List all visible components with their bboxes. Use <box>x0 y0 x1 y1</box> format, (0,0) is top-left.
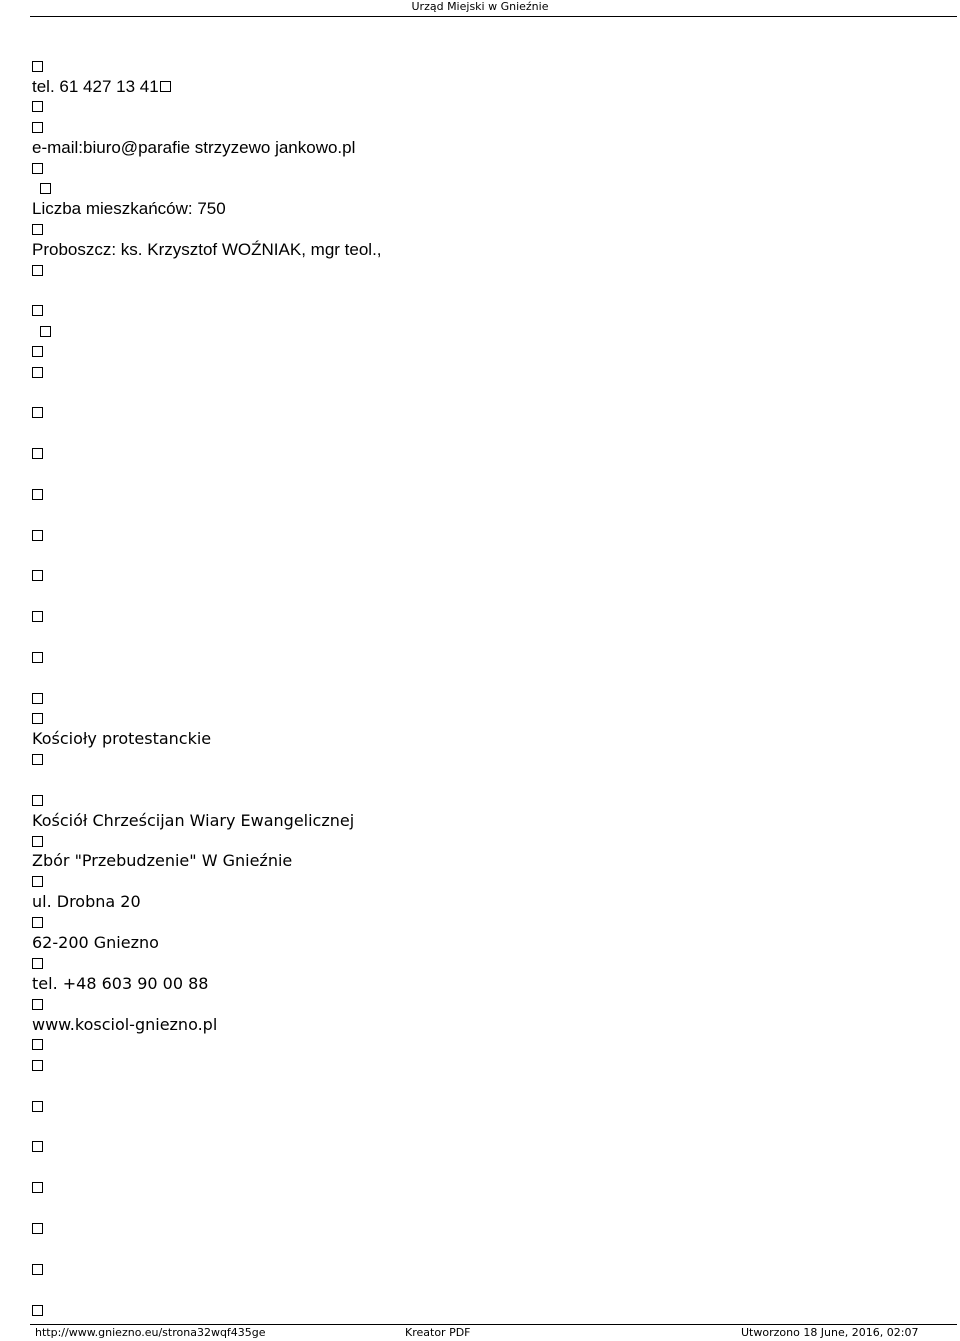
blank-spacer <box>32 586 932 606</box>
postcode-text: 62-200 Gniezno <box>32 932 159 952</box>
blank-spacer <box>32 1198 932 1218</box>
missing-glyph-icon <box>32 407 43 418</box>
missing-glyph-icon <box>32 530 43 541</box>
missing-glyph-icon <box>32 570 43 581</box>
blank-spacer <box>32 545 932 565</box>
empty-line <box>32 872 932 892</box>
blank-spacer <box>32 1116 932 1136</box>
empty-line <box>32 566 932 586</box>
blank-spacer <box>32 423 932 443</box>
empty-line <box>32 97 932 117</box>
empty-line <box>32 117 932 137</box>
empty-line <box>32 158 932 178</box>
empty-line <box>32 1096 932 1116</box>
empty-line <box>32 994 932 1014</box>
empty-line <box>32 1137 932 1157</box>
page-footer <box>0 1325 960 1341</box>
blank-spacer <box>32 1076 932 1096</box>
residents-text: Liczba mieszkańców: 750 <box>32 198 226 218</box>
empty-line <box>32 178 932 198</box>
phone-text-2: tel. +48 603 90 00 88 <box>32 973 209 993</box>
empty-line <box>32 1177 932 1197</box>
parish-priest-text: Proboszcz: ks. Krzysztof WOŹNIAK, mgr teol., <box>32 239 382 259</box>
empty-line <box>32 484 932 504</box>
congregation-line <box>32 851 932 871</box>
missing-glyph-icon <box>40 183 51 194</box>
empty-line <box>32 1055 932 1075</box>
missing-glyph-icon <box>32 163 43 174</box>
empty-line <box>32 953 932 973</box>
missing-glyph-icon <box>32 795 43 806</box>
blank-spacer <box>32 280 932 300</box>
missing-glyph-icon <box>32 999 43 1010</box>
empty-line <box>32 321 932 341</box>
missing-glyph-icon <box>32 1060 43 1071</box>
page-header: Urząd Miejski w Gnieźnie <box>411 0 549 13</box>
missing-glyph-icon <box>32 346 43 357</box>
missing-glyph-icon <box>32 1264 43 1275</box>
missing-glyph-icon <box>160 81 171 92</box>
missing-glyph-icon <box>32 836 43 847</box>
missing-glyph-icon <box>32 265 43 276</box>
section-heading-text: Kościoły protestanckie <box>32 729 212 749</box>
empty-line <box>32 1035 932 1055</box>
website-line <box>32 1014 932 1034</box>
empty-line <box>32 831 932 851</box>
empty-line <box>32 1218 932 1238</box>
street-text: ul. Drobna 20 <box>32 892 141 912</box>
empty-line <box>32 688 932 708</box>
missing-glyph-icon <box>32 489 43 500</box>
empty-line <box>32 647 932 667</box>
missing-glyph-icon <box>32 305 43 316</box>
missing-glyph-icon <box>32 1101 43 1112</box>
missing-glyph-icon <box>32 1305 43 1316</box>
blank-spacer <box>32 668 932 688</box>
empty-line <box>32 790 932 810</box>
footer-creator: Kreator PDF <box>405 1326 471 1339</box>
empty-line <box>32 56 932 76</box>
missing-glyph-icon <box>32 754 43 765</box>
empty-line <box>32 912 932 932</box>
footer-created-date: Utworzono 18 June, 2016, 02:07 <box>741 1326 919 1339</box>
missing-glyph-icon <box>32 876 43 887</box>
missing-glyph-icon <box>32 652 43 663</box>
empty-line <box>32 1300 932 1320</box>
empty-line <box>32 607 932 627</box>
blank-spacer <box>32 382 932 402</box>
missing-glyph-icon <box>32 611 43 622</box>
blank-spacer <box>32 770 932 790</box>
missing-glyph-icon <box>32 61 43 72</box>
section-heading <box>32 729 932 749</box>
missing-glyph-icon <box>32 101 43 112</box>
street-line <box>32 892 932 912</box>
blank-spacer <box>32 1157 932 1177</box>
blank-spacer <box>32 627 932 647</box>
missing-glyph-icon <box>32 224 43 235</box>
empty-line <box>32 443 932 463</box>
residents-line <box>32 199 932 219</box>
missing-glyph-icon <box>32 122 43 133</box>
blank-spacer <box>32 505 932 525</box>
website-text: www.kosciol-gniezno.pl <box>32 1014 218 1034</box>
congregation-text: Zbór "Przebudzenie" W Gnieźnie <box>32 851 293 871</box>
email-line <box>32 138 932 158</box>
missing-glyph-icon <box>32 917 43 928</box>
email-text: e-mail:biuro@parafie strzyzewo jankowo.pl <box>32 137 356 157</box>
empty-line <box>32 525 932 545</box>
empty-line <box>32 301 932 321</box>
church-name-text: Kościół Chrześcijan Wiary Ewangelicznej <box>32 810 355 830</box>
missing-glyph-icon <box>32 1039 43 1050</box>
missing-glyph-icon <box>32 713 43 724</box>
parish-priest-line <box>32 240 932 260</box>
missing-glyph-icon <box>40 326 51 337</box>
missing-glyph-icon <box>32 448 43 459</box>
header-divider <box>30 16 957 17</box>
empty-line <box>32 749 932 769</box>
blank-spacer <box>32 1279 932 1299</box>
missing-glyph-icon <box>32 693 43 704</box>
phone-line <box>32 76 932 96</box>
missing-glyph-icon <box>32 1141 43 1152</box>
document-body <box>32 56 932 1320</box>
empty-line <box>32 403 932 423</box>
church-name-line <box>32 810 932 830</box>
postcode-line <box>32 933 932 953</box>
blank-spacer <box>32 1239 932 1259</box>
missing-glyph-icon <box>32 958 43 969</box>
empty-line <box>32 709 932 729</box>
phone-text: tel. 61 427 13 41 <box>32 76 159 96</box>
phone-line-2 <box>32 974 932 994</box>
empty-line <box>32 362 932 382</box>
footer-url: http://www.gniezno.eu/strona32wqf435ge <box>35 1326 266 1339</box>
missing-glyph-icon <box>32 1182 43 1193</box>
empty-line <box>32 260 932 280</box>
blank-spacer <box>32 464 932 484</box>
empty-line <box>32 1259 932 1279</box>
empty-line <box>32 341 932 361</box>
missing-glyph-icon <box>32 1223 43 1234</box>
missing-glyph-icon <box>32 367 43 378</box>
empty-line <box>32 219 932 239</box>
